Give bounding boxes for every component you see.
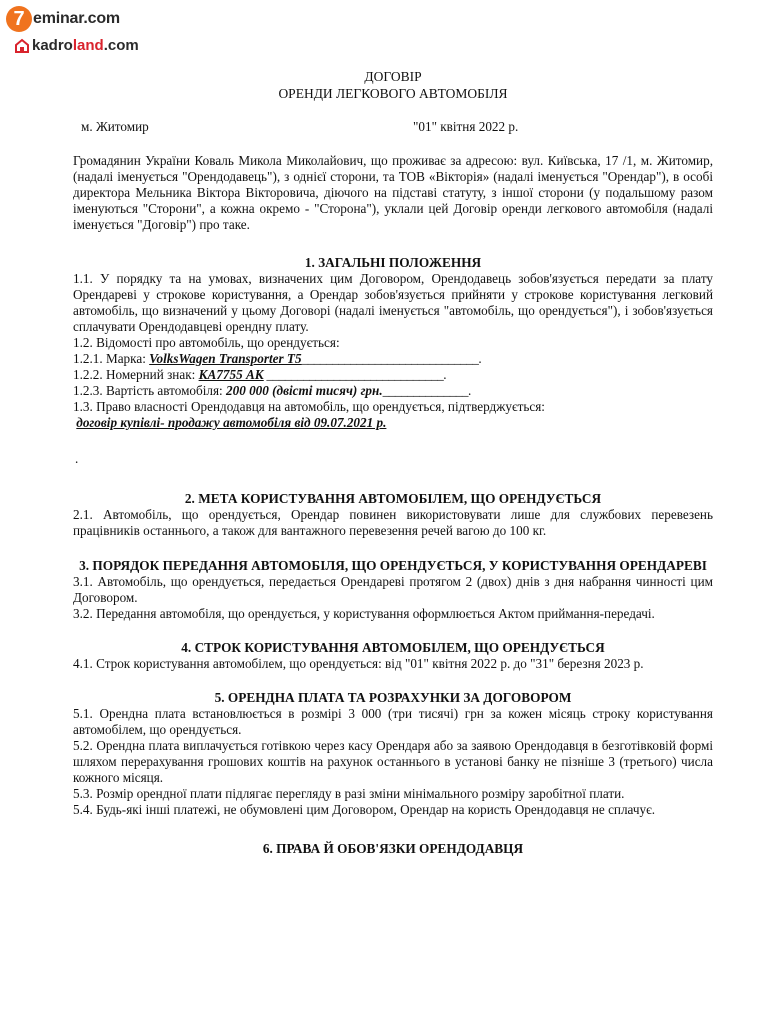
kadroland-logo[interactable] [14,38,139,54]
house-icon [14,38,30,54]
section-5-heading: 5. ОРЕНДНА ПЛАТА ТА РОЗРАХУНКИ ЗА ДОГОВОРОМ [214,690,572,705]
contract-document [73,68,713,857]
cost-label: 1.2.3. Вартість автомобіля: [73,383,226,398]
clause-5-2: 5.2. Орендна плата виплачується готівкою через касу Орендаря або за заявою Орендодавця в безготівковій формі шляхом перерахування грошових коштів на рахунок останнього в установі банку не пізніше 3 (третього) числа кожного місяця. [73,738,713,785]
brand-label: 1.2.1. Марка: [73,351,150,366]
contract-reference-line [73,415,713,431]
clause-5-3: 5.3. Розмір орендної плати підлягає перегляду в разі зміни мінімального розміру заробітної плати. [73,786,625,801]
section-6-heading: 6. ПРАВА Й ОБОВ'ЯЗКИ ОРЕНДОДАВЦЯ [262,841,524,856]
contract-reference: договір купівлі- продажу автомобіля від 09.07.2021 р. [76,415,387,430]
seminar-logo-mark: 7 [6,6,32,32]
title-line-1: ДОГОВІР [364,69,422,84]
clause-2-1: 2.1. Автомобіль, що орендується, Орендар повинен використовувати лише для службових перевезень працівників останнього, а також для вантажного перевезення речей вагою до 100 кг. [73,507,713,538]
stray-dot: . [75,451,79,466]
section-1-heading: 1. ЗАГАЛЬНІ ПОЛОЖЕННЯ [304,255,482,270]
cost-blank: ______________. [382,383,471,398]
cost-value: 200 000 (двісті тисяч) грн. [226,383,383,398]
section-3-heading: 3. ПОРЯДОК ПЕРЕДАННЯ АВТОМОБІЛЯ, ЩО ОРЕНДУЄТЬСЯ, У КОРИСТУВАННЯ ОРЕНДАРЕВІ [79,558,707,573]
clause-1-2-3 [73,383,713,399]
clause-1-2: 1.2. Відомості про автомобіль, що орендується: [73,335,340,350]
title-line-2: ОРЕНДИ ЛЕГКОВОГО АВТОМОБІЛЯ [278,86,508,101]
clause-1-2-2 [73,367,713,383]
intro-paragraph: Громадянин України Коваль Микола Миколайович, що проживає за адресою: вул. Київська, 17 /1, м. Житомир, (надалі іменується "Орендодавець"), з однієї сторони, та ТОВ «Вікторія» (надалі іменується "Орендар"), в особі директора Мельника Віктора Вікторовича, діючого на підставі статуту, з іншої сторони (у подальшому разом іменуються "Сторони", а кожна окремо - "Сторона"), уклали цей Договір оренди легкового автомобіля (надалі іменується "Договір") про таке. [73,153,713,232]
place-date-row [73,119,713,135]
clause-3-1: 3.1. Автомобіль, що орендується, передається Орендареві протягом 2 (двох) днів з дня набрання чинності цим Договором. [73,574,713,605]
kadroland-logo-part1: kadro [32,37,73,54]
clause-1-2-1 [73,351,713,367]
brand-blank: _____________________________. [301,351,482,366]
clause-1-3: 1.3. Право власності Орендодавця на автомобіль, що орендується, підтверджується: [73,399,545,414]
brand-value: VolksWagen Transporter T5 [149,351,302,366]
clause-3-2: 3.2. Передання автомобіля, що орендується, у користування оформлюється Актом приймання-передачі. [73,606,655,621]
city: м. Житомир [81,119,149,134]
contract-date: "01" квітня 2022 р. [413,119,519,134]
seminar-logo[interactable] [6,4,120,34]
document-title [73,68,713,102]
clause-4-1: 4.1. Строк користування автомобілем, що орендується: від "01" квітня 2022 р. до "31" березня 2023 р. [73,656,644,671]
clause-1-1: 1.1. У порядку та на умовах, визначених цим Договором, Орендодавець зобов'язується передати за плату Орендареві у строкове користування, а Орендар зобов'язується прийняти у строкове користування легковий автомобіль, що визначений у цьому Договорі (надалі іменується "автомобіль, що орендується"), і зобов'язується сплачувати Орендодавцеві орендну плату. [73,271,713,334]
section-2-heading: 2. МЕТА КОРИСТУВАННЯ АВТОМОБІЛЕМ, ЩО ОРЕНДУЄТЬСЯ [184,491,602,506]
plate-label: 1.2.2. Номерний знак: [73,367,199,382]
plate-value: КА7755 АК [198,367,264,382]
seminar-logo-text: eminar.com [33,10,120,27]
clause-5-4: 5.4. Будь-які інші платежі, не обумовлені цим Договором, Орендар на користь Орендодавця не сплачує. [73,802,656,817]
clause-5-1: 5.1. Орендна плата встановлюється в розмірі 3 000 (три тисячі) грн за кожен місяць строку користування автомобілем, що орендується. [73,706,713,737]
plate-blank: _____________________________. [263,367,447,382]
kadroland-logo-part2: land [72,37,104,54]
section-4-heading: 4. СТРОК КОРИСТУВАННЯ АВТОМОБІЛЕМ, ЩО ОРЕНДУЄТЬСЯ [181,640,605,655]
kadroland-logo-part3: .com [103,37,139,54]
